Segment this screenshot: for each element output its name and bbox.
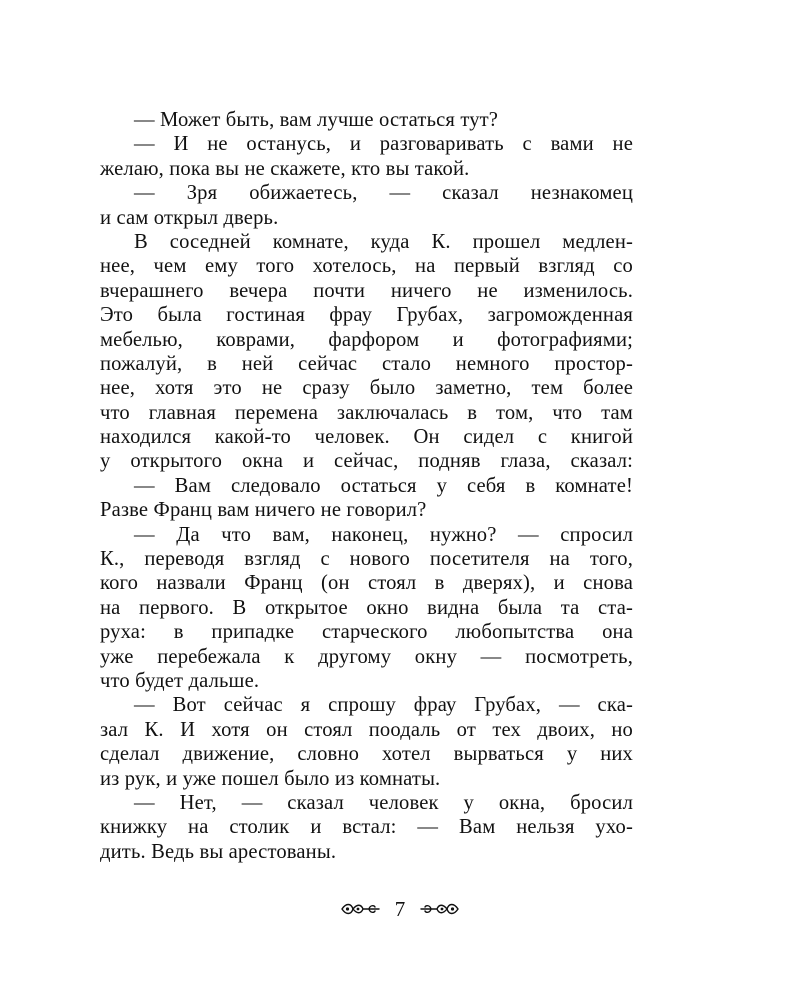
text-line: уже перебежала к другому окну — посмотреть, [100, 645, 633, 668]
text-line: что будет дальше. [100, 669, 260, 692]
text-line: В соседней комнате, куда К. прошел медлен- [134, 230, 633, 253]
text-line: зал К. И хотя он стоял поодаль от тех двоих, но [100, 718, 633, 741]
text-line: и сам открыл дверь. [100, 206, 279, 229]
text-line: вчерашнего вечера почти ничего не изменилось. [100, 279, 633, 302]
text-line: что главная перемена заключалась в том, что там [100, 401, 633, 424]
text-line: — И не останусь, и разговаривать с вами не [134, 133, 633, 156]
floral-ornament-icon [339, 901, 381, 917]
text-line: К., переводя взгляд с нового посетителя на того, [100, 548, 633, 571]
text-line: — Вот сейчас я спрошу фрау Грубах, — ска- [134, 694, 633, 717]
text-line: из рук, и уже пошел было из комнаты. [100, 767, 441, 790]
text-line: на первого. В открытое окно видна была та ста- [100, 596, 633, 619]
text-line: нее, хотя это не сразу было заметно, тем более [100, 377, 633, 400]
text-line: пожалуй, в ней сейчас стало немного простор- [100, 352, 633, 375]
text-line: — Нет, — сказал человек у окна, бросил [134, 791, 633, 814]
body-text [100, 108, 633, 864]
text-line: — Да что вам, наконец, нужно? — спросил [134, 523, 633, 546]
text-line: — Зря обижаетесь, — сказал незнакомец [134, 182, 633, 205]
text-line: — Вам следовало остаться у себя в комнате! [134, 474, 633, 497]
text-line: кого назвали Франц (он стоял в дверях), и снова [100, 572, 633, 595]
text-line: руха: в припадке старческого любопытства она [100, 621, 633, 644]
text-line: мебелью, коврами, фарфором и фотографиями; [100, 328, 633, 351]
text-line: у открытого окна и сейчас, подняв глаза, сказал: [100, 450, 633, 473]
text-line: — Может быть, вам лучше остаться тут? [134, 109, 499, 131]
text-line: желаю, пока вы не скажете, кто вы такой. [100, 157, 470, 180]
text-line: книжку на столик и встал: — Вам нельзя ухо- [100, 816, 633, 839]
text-line: сделал движение, словно хотел вырваться у них [100, 743, 633, 766]
page-number: 7 [394, 897, 406, 921]
text-line: Разве Франц вам ничего не говорил? [100, 499, 427, 522]
page-footer [0, 894, 800, 924]
text-line: находился какой-то человек. Он сидел с книгой [100, 426, 633, 449]
text-line: дить. Ведь вы арестованы. [100, 840, 337, 863]
floral-ornament-icon [419, 901, 461, 917]
text-line: нее, чем ему того хотелось, на первый взгляд со [100, 255, 633, 278]
text-line: Это была гостиная фрау Грубах, загроможденная [100, 304, 633, 327]
